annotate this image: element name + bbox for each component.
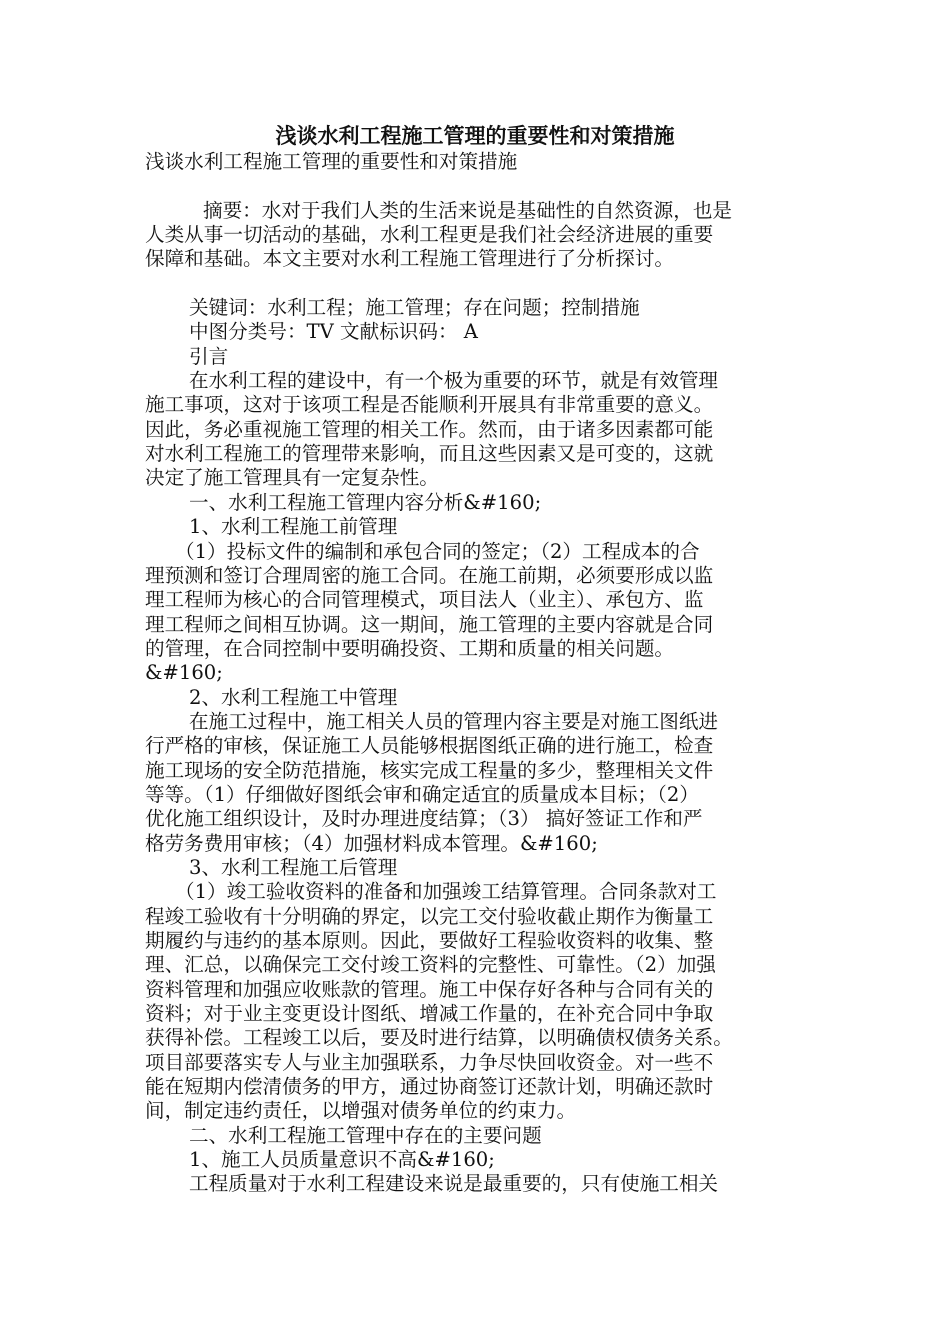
entity-line: &#160;	[145, 661, 223, 685]
paragraph-line: 因此，务必重视施工管理的相关工作。然而，由于诸多因素都可能	[145, 417, 714, 441]
paragraph-line: 格劳务费用审核；（4）加强材料成本管理。&#160;	[145, 831, 598, 855]
abstract-line: 摘要：水对于我们人类的生活来说是基础性的自然资源，也是	[203, 198, 733, 222]
section-heading: 一、水利工程施工管理内容分析&#160;	[189, 490, 542, 514]
paragraph-line: 优化施工组织设计，及时办理进度结算；（3） 搞好签证工作和严	[145, 807, 703, 831]
paragraph-line: （1）竣工验收资料的准备和加强竣工结算管理。合同条款对工	[175, 880, 717, 904]
subtitle-line: 浅谈水利工程施工管理的重要性和对策措施	[145, 150, 518, 173]
subsection-heading: 2、水利工程施工中管理	[189, 685, 398, 709]
paragraph-line: 程竣工验收有十分明确的界定，以完工交付验收截止期作为衡量工	[145, 904, 714, 928]
subsection-heading: 1、施工人员质量意识不高&#160;	[189, 1148, 495, 1172]
paragraph-line: 工程质量对于水利工程建设来说是最重要的，只有使施工相关	[189, 1172, 719, 1196]
paragraph-line: 项目部要落实专人与业主加强联系，力争尽快回收资金。对一些不	[145, 1050, 714, 1074]
abstract-line: 保障和基础。本文主要对水利工程施工管理进行了分析探讨。	[145, 247, 675, 271]
paragraph-line: 理工程师之间相互协调。这一期间，施工管理的主要内容就是合同	[145, 612, 714, 636]
paragraph-line: 的管理，在合同控制中要明确投资、工期和质量的相关问题。	[145, 636, 675, 660]
paragraph-line: 资料；对于业主变更设计图纸、增减工作量的，在补充合同中争取	[145, 1002, 714, 1026]
abstract-line: 人类从事一切活动的基础，水利工程更是我们社会经济进展的重要	[145, 223, 714, 247]
paragraph-line: 施工现场的安全防范措施，核实完成工程量的多少，整理相关文件	[145, 758, 714, 782]
subsection-heading: 1、水利工程施工前管理	[189, 515, 398, 539]
document-body	[145, 150, 809, 1197]
paragraph-line: 资料管理和加强应收账款的管理。施工中保存好各种与合同有关的	[145, 977, 714, 1001]
paragraph-line: 理预测和签订合理周密的施工合同。在施工前期，必须要形成以监	[145, 563, 714, 587]
paragraph-line: 行严格的审核，保证施工人员能够根据图纸正确的进行施工，检查	[145, 734, 714, 758]
paragraph-line: 理工程师为核心的合同管理模式，项目法人（业主）、承包方、监	[145, 588, 704, 612]
paragraph-line: 能在短期内偿清债务的甲方，通过协商签订还款计划，明确还款时	[145, 1075, 714, 1099]
section-heading: 引言	[189, 344, 229, 368]
subsection-heading: 3、水利工程施工后管理	[189, 855, 398, 879]
classification-line: 中图分类号：TV 文献标识码： A	[189, 320, 478, 344]
document-title: 浅谈水利工程施工管理的重要性和对策措施	[275, 124, 675, 148]
paragraph-line: 在施工过程中，施工相关人员的管理内容主要是对施工图纸进	[189, 709, 719, 733]
paragraph-line: 在水利工程的建设中，有一个极为重要的环节，就是有效管理	[189, 369, 719, 393]
paragraph-line: （1）投标文件的编制和承包合同的签定；（2）工程成本的合	[175, 539, 700, 563]
paragraph-line: 期履约与违约的基本原则。因此，要做好工程验收资料的收集、整	[145, 929, 714, 952]
blank-line	[145, 272, 809, 296]
paragraph-line: 理、汇总，以确保完工交付竣工资料的完整性、可靠性。（2）加强	[145, 953, 716, 977]
paragraph-line: 对水利工程施工的管理带来影响，而且这些因素又是可变的，这就	[145, 442, 714, 466]
paragraph-line: 间，制定违约责任，以增强对债务单位的约束力。	[145, 1099, 577, 1123]
paragraph-line: 决定了施工管理具有一定复杂性。	[145, 466, 439, 490]
keywords-line: 关键词：水利工程；施工管理；存在问题；控制措施	[189, 296, 640, 320]
paragraph-line: 施工事项，这对于该项工程是否能顺利开展具有非常重要的意义。	[145, 393, 714, 417]
paragraph-line: 等等。（1）仔细做好图纸会审和确定适宜的质量成本目标；（2）	[145, 782, 699, 806]
paragraph-line: 获得补偿。工程竣工以后，要及时进行结算，以明确债权债务关系。	[145, 1026, 733, 1050]
blank-line	[145, 174, 809, 198]
section-heading: 二、水利工程施工管理中存在的主要问题	[189, 1123, 542, 1147]
